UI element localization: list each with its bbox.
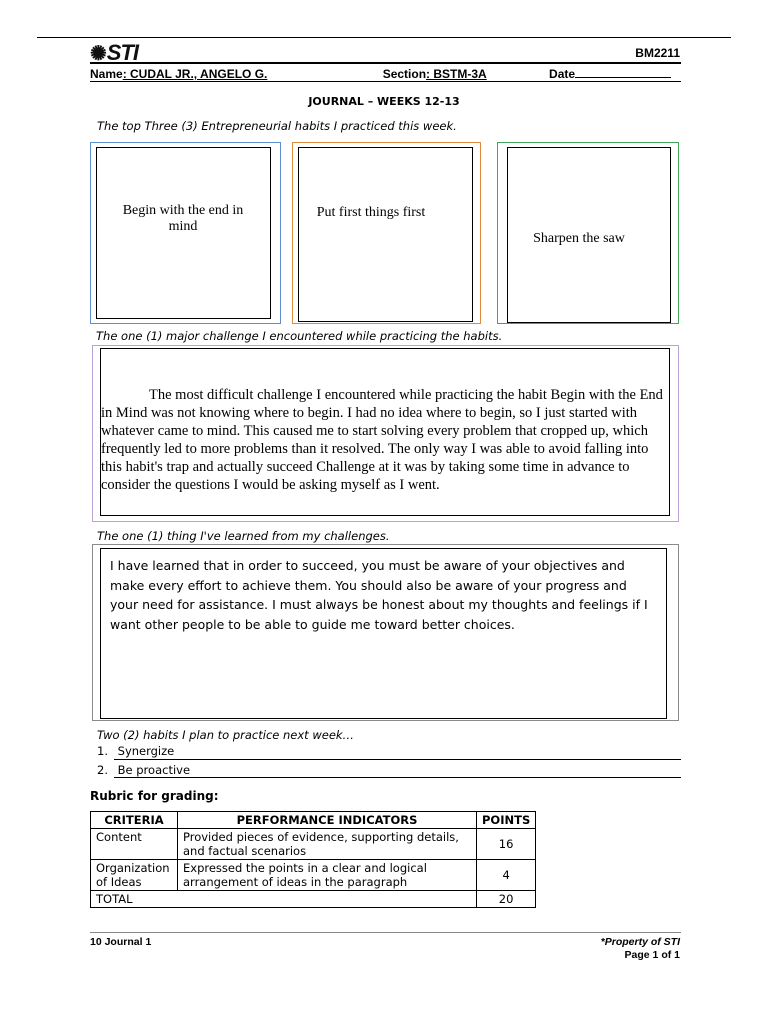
plan-item-2-text: Be proactive xyxy=(117,763,191,777)
plan-prompt: Two (2) habits I plan to practice next week… xyxy=(97,728,355,742)
learned-text: I have learned that in order to succeed, you must be aware of your objectives and make every effort to achieve them. You should also be aware of your progress and your need for assistance. I must always be honest about my thoughts and feelings if I want other people to be able to guide me toward better choices. xyxy=(110,558,648,632)
date-label: Date xyxy=(549,67,576,81)
section-value: : BSTM-3A xyxy=(426,67,487,81)
header-indicators: PERFORMANCE INDICATORS xyxy=(178,812,477,829)
indicator-cell: Expressed the points in a clear and logical arrangement of ideas in the paragraph xyxy=(178,860,477,891)
name-row xyxy=(90,67,671,81)
habit-inner-2 xyxy=(298,147,473,322)
learned-prompt: The one (1) thing I've learned from my challenges. xyxy=(97,529,390,543)
plan-rule-1 xyxy=(114,759,681,760)
footer-property: *Property of STI xyxy=(600,936,680,948)
habit-2: Put first things first xyxy=(316,205,426,220)
points-cell: 4 xyxy=(477,860,536,891)
name-rule xyxy=(90,81,681,82)
table-row xyxy=(91,829,536,860)
footer-rule xyxy=(90,932,681,933)
rubric-table xyxy=(90,811,536,908)
plan-item-1: 1. Synergize xyxy=(97,744,175,758)
habit-1: Begin with the end in mind xyxy=(122,203,244,234)
gear-icon: ✺ xyxy=(90,43,106,65)
plan-item-2: 2. Be proactive xyxy=(97,763,191,777)
footer-page: Page 1 of 1 xyxy=(624,949,680,961)
criteria-cell: Organization of Ideas xyxy=(91,860,178,891)
plan-item-1-text: Synergize xyxy=(117,744,175,758)
name-value: : CUDAL JR., ANGELO G. xyxy=(122,67,268,81)
habit-3: Sharpen the saw xyxy=(533,231,625,246)
points-cell: 16 xyxy=(477,829,536,860)
habits-prompt: The top Three (3) Entrepreneurial habits I practiced this week. xyxy=(97,119,457,133)
criteria-cell: Content xyxy=(91,829,178,860)
header-rule xyxy=(90,62,681,64)
sti-logo: ✺STI xyxy=(90,40,138,65)
challenge-prompt: The one (1) major challenge I encountered while practicing the habits. xyxy=(96,329,503,343)
header-points: POINTS xyxy=(477,812,536,829)
page-title: JOURNAL – WEEKS 12-13 xyxy=(308,95,460,108)
date-field xyxy=(575,67,671,78)
course-code: BM2211 xyxy=(635,46,680,60)
plan-rule-2 xyxy=(114,777,681,778)
header-criteria: CRITERIA xyxy=(91,812,178,829)
rubric-heading: Rubric for grading: xyxy=(90,789,219,803)
table-row xyxy=(91,860,536,891)
indicator-cell: Provided pieces of evidence, supporting details, and factual scenarios xyxy=(178,829,477,860)
rubric-header-row xyxy=(91,812,536,829)
name-label: Name xyxy=(90,67,123,81)
section-label: Section xyxy=(382,67,427,81)
total-points: 20 xyxy=(477,891,536,908)
challenge-text: The most difficult challenge I encountered while practicing the habit Begin with the End in Mind was not knowing where to begin. I had no idea where to begin, so I just started with whatever came to mind. This caused me to start solving every problem that cropped up, which frequently led to more problems than it resolved. The only way I was able to avoid falling into this habit's trap and actually succeed Challenge at it was by taking some time in advance to consider the questions I would be asking myself as I went. xyxy=(101,387,663,493)
total-row xyxy=(91,891,536,908)
top-rule xyxy=(37,37,731,38)
footer-left: 10 Journal 1 xyxy=(90,936,152,948)
total-label: TOTAL xyxy=(91,891,477,908)
